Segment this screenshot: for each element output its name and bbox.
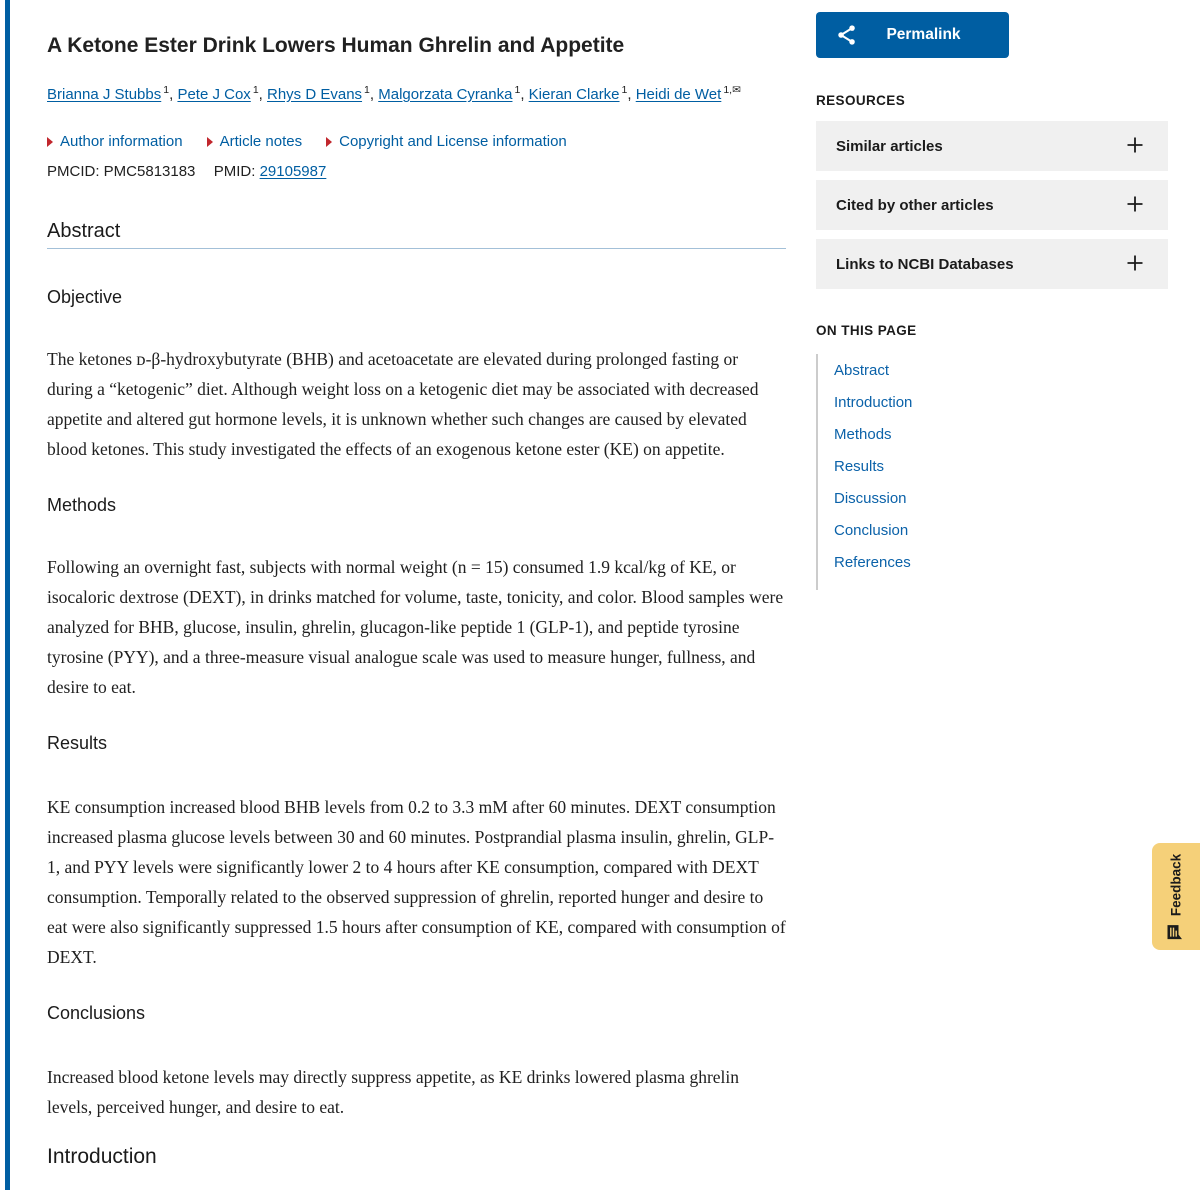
- conclusions-heading: Conclusions: [47, 1003, 146, 1023]
- accordion-cited-by[interactable]: [816, 180, 1168, 230]
- nav-link-methods[interactable]: Methods: [834, 426, 892, 443]
- author-link[interactable]: Brianna J Stubbs: [47, 86, 162, 103]
- accordion-label: Similar articles: [836, 137, 943, 155]
- author-information-link[interactable]: Author information: [60, 133, 183, 150]
- methods-heading: Methods: [47, 495, 117, 515]
- author: [267, 86, 378, 103]
- author-affiliation-sup: 1: [163, 84, 170, 96]
- nav-link-abstract[interactable]: Abstract: [834, 362, 890, 379]
- author-list: [47, 80, 786, 105]
- author-affiliation-sup: 1: [364, 84, 370, 96]
- author-affiliation-sup: 1: [514, 84, 521, 96]
- author-link[interactable]: Heidi de Wet: [635, 86, 722, 103]
- author: [47, 86, 177, 103]
- triangle-icon: [326, 137, 332, 147]
- on-this-page-nav: [816, 354, 1168, 590]
- introduction-heading: Introduction: [47, 1145, 157, 1168]
- author-link[interactable]: Kieran Clarke: [528, 86, 620, 103]
- article-main: [47, 0, 786, 1170]
- triangle-icon: [207, 137, 213, 147]
- accordion-similar-articles[interactable]: [816, 121, 1168, 171]
- objective-paragraph: The ketones ᴅ-β-hydroxybutyrate (BHB) and acetoacetate are elevated during prolonged fasting or during a “ketogenic” diet. Although weight loss on a ketogenic diet may be associated with decreased appetite and altered gut hormone levels, it is unknown whether such changes are caused by elevated blood ketones. This study investigated the effects of an exogenous ketone ester (KE) on appetite.: [47, 349, 759, 459]
- conclusions-paragraph: Increased blood ketone levels may directly suppress appetite, as KE drinks lowered plasma ghrelin levels, perceived hunger, and desire to eat.: [47, 1067, 740, 1117]
- nav-link-conclusion[interactable]: Conclusion: [834, 522, 909, 539]
- disclosure-links: [47, 133, 786, 150]
- results-paragraph: KE consumption increased blood BHB levels from 0.2 to 3.3 mM after 60 minutes. DEXT consumption increased plasma glucose levels between 30 and 60 minutes. Postprandial plasma insulin, ghrelin, GLP-1, and PYY levels were significantly lower 2 to 4 hours after KE consumption, compared with DEXT consumption. Temporally related to the observed suppression of ghrelin, reported hunger and desire to eat were also significantly suppressed 1.5 hours after consumption of KE, compared with consumption of DEXT.: [47, 797, 786, 967]
- nav-link-references[interactable]: References: [834, 554, 911, 571]
- share-icon: [836, 24, 858, 46]
- copyright-license-toggle[interactable]: [326, 133, 567, 150]
- author: [636, 86, 741, 103]
- resources-heading: RESOURCES: [816, 93, 906, 108]
- author-affiliation-sup: 1: [621, 84, 628, 96]
- methods-paragraph: Following an overnight fast, subjects with normal weight (n = 15) consumed 1.9 kcal/kg of KE, or isocaloric dextrose (DEXT), in drinks matched for volume, taste, tonicity, and color. Blood samples were analyzed for BHB, glucose, insulin, ghrelin, glucagon-like peptide 1 (GLP-1), and peptide tyrosine tyrosine (PYY), and a three-measure visual analogue scale was used to measure hunger, fullness, and desire to eat.: [47, 557, 784, 697]
- author-affiliation-sup: 1: [252, 84, 259, 96]
- author-link[interactable]: Pete J Cox: [177, 86, 251, 103]
- author-information-toggle[interactable]: [47, 133, 183, 150]
- author: [529, 86, 636, 103]
- plus-icon: [1126, 195, 1144, 216]
- pmcid-value: PMC5813183: [103, 163, 196, 180]
- author: [177, 86, 267, 103]
- author-link[interactable]: Malgorzata Cyranka: [378, 86, 513, 103]
- feedback-button[interactable]: [1152, 843, 1200, 950]
- nav-link-results[interactable]: Results: [834, 458, 885, 475]
- permalink-label: Permalink: [886, 26, 961, 43]
- plus-icon: [1126, 136, 1144, 157]
- author-affiliation-sup: 1,✉: [723, 84, 741, 96]
- article-notes-toggle[interactable]: [207, 133, 303, 150]
- feedback-label: Feedback: [1168, 853, 1184, 916]
- author: [378, 86, 528, 103]
- page-title: A Ketone Ester Drink Lowers Human Ghrelin and Appetite: [47, 34, 625, 57]
- permalink-button[interactable]: [816, 12, 1009, 58]
- feedback-icon: [1167, 924, 1186, 940]
- article-ids: [47, 163, 786, 180]
- accordion-ncbi-links[interactable]: [816, 239, 1168, 289]
- right-sidebar: [816, 12, 1168, 590]
- pmcid-label: PMCID:: [47, 163, 100, 180]
- article-notes-link[interactable]: Article notes: [219, 133, 303, 150]
- on-this-page-heading: ON THIS PAGE: [816, 323, 917, 338]
- accordion-label: Cited by other articles: [836, 196, 994, 214]
- pmid-label: PMID:: [213, 163, 256, 180]
- pmid-link[interactable]: 29105987: [259, 163, 327, 180]
- nav-link-introduction[interactable]: Introduction: [834, 394, 913, 411]
- left-edge-accent-bar: [5, 0, 10, 1190]
- author-link[interactable]: Rhys D Evans: [267, 86, 363, 103]
- copyright-license-link[interactable]: Copyright and License information: [339, 133, 567, 150]
- plus-icon: [1126, 254, 1144, 275]
- results-heading: Results: [47, 733, 108, 753]
- accordion-label: Links to NCBI Databases: [836, 255, 1014, 273]
- abstract-heading: Abstract: [47, 218, 786, 249]
- objective-heading: Objective: [47, 287, 123, 307]
- nav-link-discussion[interactable]: Discussion: [834, 490, 907, 507]
- triangle-icon: [47, 137, 53, 147]
- resources-accordions: [816, 121, 1168, 289]
